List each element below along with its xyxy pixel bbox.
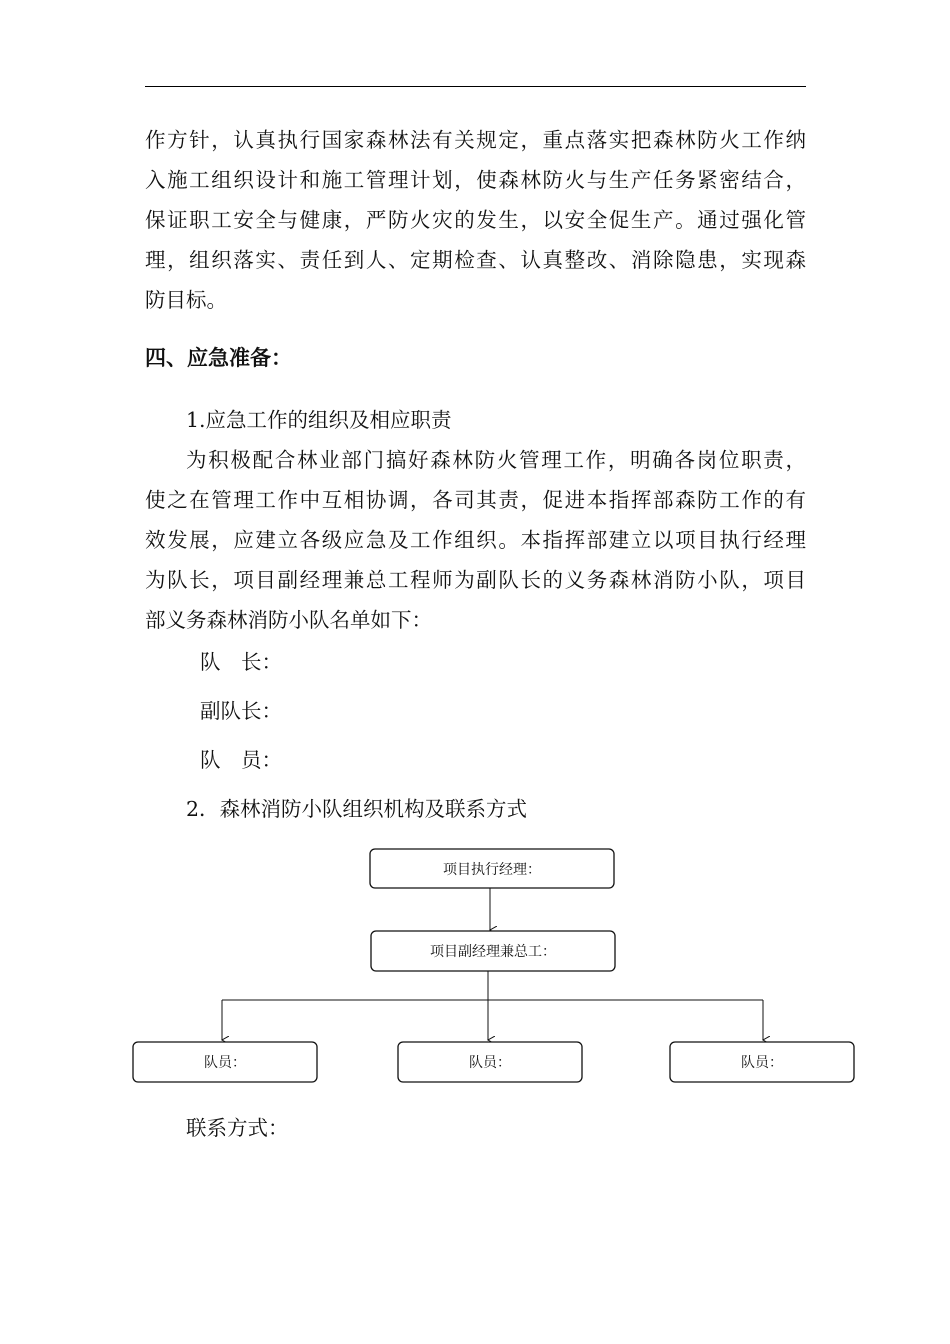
org-node-executive-manager [370,849,614,888]
contact-label: 联系方式： [186,1116,289,1140]
roster-captain: 队 长： [200,650,282,674]
org-node-member-3 [670,1042,854,1082]
paragraph-line: 理，组织落实、责任到人、定期检查、认真整改、消除隐患，实现森 [145,248,806,272]
paragraph-line: 保证职工安全与健康，严防火灾的发生，以安全促生产。通过强化管 [145,208,806,232]
node-label: 项目副经理兼总工： [430,944,556,960]
roster-vice-captain: 副队长： [200,699,282,723]
node-label: 队员： [204,1055,246,1071]
paragraph-line: 入施工组织设计和施工管理计划，使森林防火与生产任务紧密结合， [145,168,806,192]
item1-title: 1.应急工作的组织及相应职责 [186,408,452,432]
org-node-member-2 [398,1042,582,1082]
paragraph-line: 使之在管理工作中互相协调，各司其责，促进本指挥部森防工作的有 [145,488,806,512]
org-node-member-1 [133,1042,317,1082]
node-label: 项目执行经理： [443,862,541,878]
paragraph-line: 为队长，项目副经理兼总工程师为副队长的义务森林消防小队，项目 [145,568,806,592]
paragraph-line: 部义务森林消防小队名单如下： [145,608,432,632]
paragraph-line: 为积极配合林业部门搞好森林防火管理工作，明确各岗位职责， [186,448,806,472]
node-label: 队员： [741,1055,783,1071]
paragraph-line: 效发展，应建立各级应急及工作组织。本指挥部建立以项目执行经理 [145,528,806,552]
org-node-deputy-manager [371,931,615,971]
paragraph-line: 作方针，认真执行国家森林法有关规定，重点落实把森林防火工作纳 [145,128,806,152]
roster-member: 队 员： [200,748,282,772]
section-heading: 四、应急准备： [145,346,292,370]
paragraph-line: 防目标。 [145,288,227,312]
node-label: 队员： [469,1055,511,1071]
item2-title: 2．森林消防小队组织机构及联系方式 [186,797,528,821]
